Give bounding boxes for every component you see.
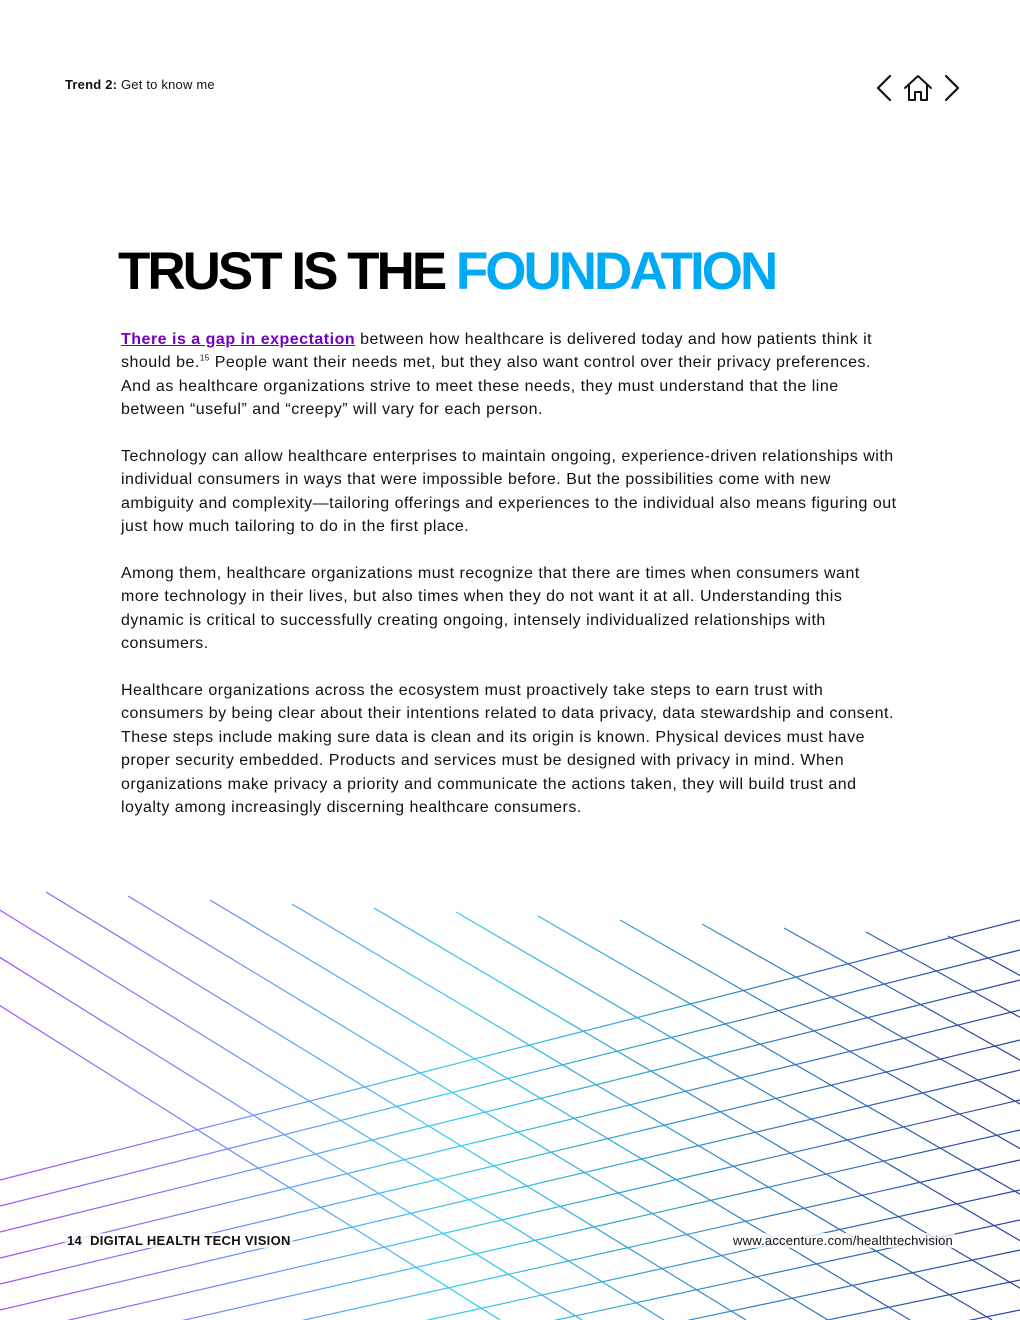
body-copy (121, 328, 901, 843)
grid-fade (0, 820, 1020, 860)
grid-line (620, 920, 1020, 1320)
grid-line (292, 904, 992, 1320)
home-button[interactable] (902, 70, 934, 106)
grid-line (128, 896, 828, 1320)
grid-line (0, 1100, 1020, 1320)
footer-publication (65, 1233, 293, 1248)
paragraph-3: Among them, healthcare organizations must recognize that there are times when consumers want more technology in their lives, but also times when they do not want it at all. Understanding this dynamic is critical to successfully creating ongoing, intensely individualized relationships with consumers. (121, 565, 860, 653)
page-title (118, 240, 775, 304)
title-part-blue: FOUNDATION (455, 242, 776, 301)
page-number: 14 (67, 1233, 83, 1248)
trend-label: Trend 2: (65, 77, 118, 92)
next-page-button[interactable] (938, 70, 966, 106)
grid-line (210, 900, 910, 1320)
grid-line (0, 884, 582, 1320)
grid-line (0, 1250, 1020, 1320)
home-icon (902, 70, 934, 106)
grid-line (456, 912, 1020, 1320)
grid-line (46, 892, 746, 1320)
grid-line (0, 920, 1020, 1180)
grid-line (866, 932, 1020, 1320)
expectation-gap-link[interactable]: There is a gap in expectation (121, 331, 356, 348)
grid-line (0, 1010, 1020, 1258)
chevron-right-icon (938, 70, 966, 106)
grid-line (0, 888, 664, 1320)
page-navigation (870, 70, 965, 106)
publication-name: DIGITAL HEALTH TECH VISION (90, 1233, 291, 1248)
paragraph-1-text-b: People want their needs met, but they also want control over their privacy preferences. And as healthcare organizations strive to meet these needs, they must understand that the line between “useful” and “creepy” will vary for each person. (121, 354, 871, 419)
paragraph-2: Technology can allow healthcare enterprises to maintain ongoing, experience-driven relationships with individual consumers in ways that were impossible before. But the possibilities come with new ambiguity and complexity—tailoring offerings and experiences to the individual also means figuring out just how much tailoring to do in the first place. (121, 448, 897, 536)
grid-line (0, 880, 500, 1320)
footnote-ref: 15 (199, 354, 210, 364)
chevron-left-icon (870, 70, 898, 106)
previous-page-button[interactable] (870, 70, 898, 106)
paragraph-1 (121, 328, 901, 422)
section-breadcrumb (65, 77, 215, 92)
paragraph-1-text-a: between how healthcare is delivered today and how patients think it should be. (121, 331, 873, 372)
trend-title: Get to know me (120, 77, 215, 92)
footer-url[interactable]: www.accenture.com/healthtechvision (733, 1233, 953, 1248)
grid-line (374, 908, 1020, 1320)
paragraph-4: Healthcare organizations across the ecosystem must proactively take steps to earn trust with consumers by being clear about their intentions related to data privacy, data stewardship and consent. These steps include making sure data is clean and its origin is known. Physical devices must have proper security embedded. Products and services must be designed with privacy in mind. When organizations make privacy a priority and communicate the actions taken, they will build trust and loyalty among increasingly discerning healthcare consumers. (121, 682, 894, 817)
title-part-black: TRUST IS THE (118, 242, 456, 301)
